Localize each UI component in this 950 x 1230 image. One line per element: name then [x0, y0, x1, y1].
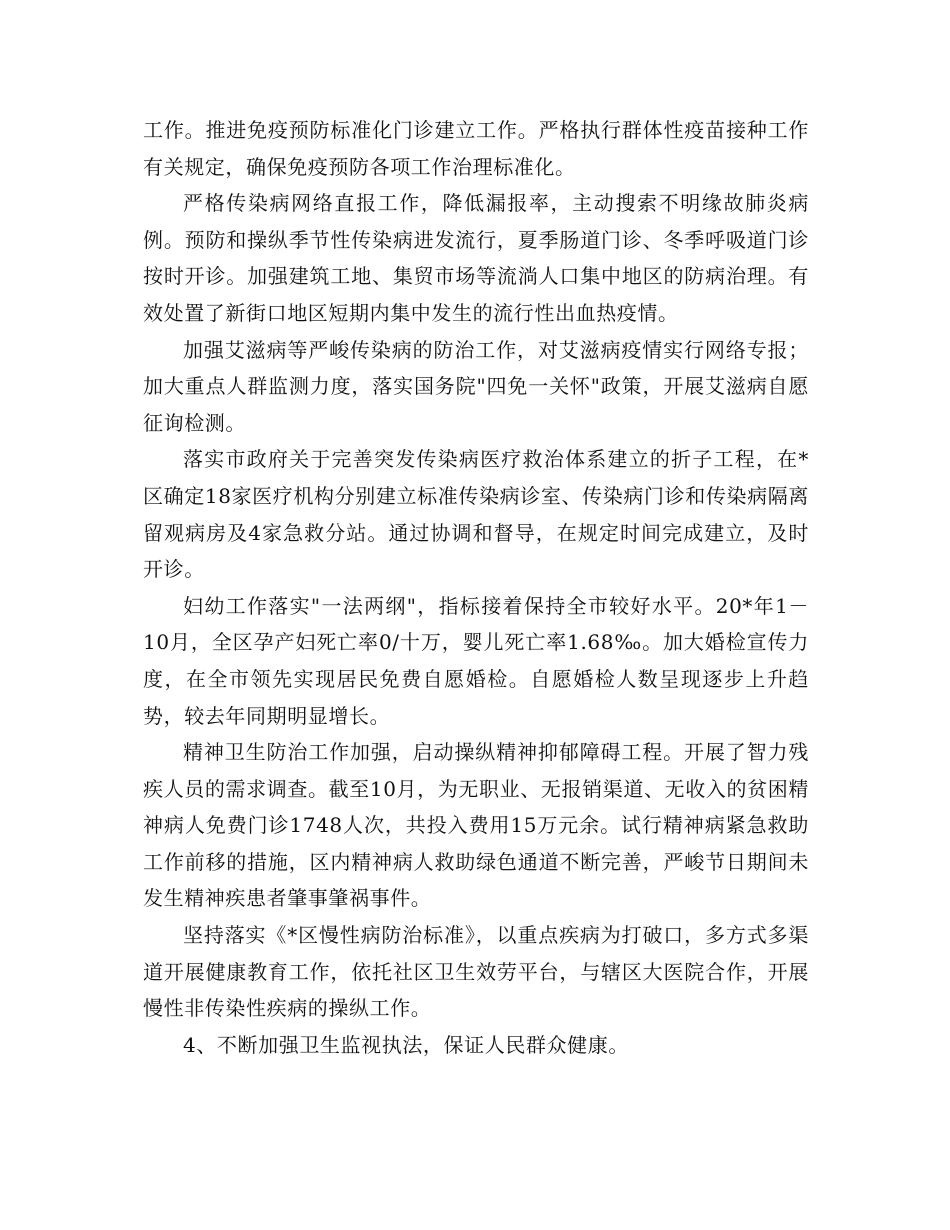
paragraph-medical-treatment-system: 落实市政府关于完善突发传染病医疗救治体系建立的折子工程，在*区确定18家医疗机构分别建立标准传染病诊室、传染病门诊和传染病隔离留观病房及4家急救分站。通过协调和督导，在规定时间完成建立，及时开诊。	[143, 447, 809, 582]
paragraph-health-supervision-heading: 4、不断加强卫生监视执法，保证人民群众健康。	[183, 1032, 629, 1057]
paragraph-chronic-disease: 坚持落实《*区慢性病防治标准》，以重点疾病为打破口，多方式多渠道开展健康教育工作，依托社区卫生效劳平台，与辖区大医院合作，开展慢性非传染性疾病的操纵工作。	[143, 923, 809, 1021]
paragraph-mental-health: 精神卫生防治工作加强，启动操纵精神抑郁障碍工程。开展了智力残疾人员的需求调查。截至10月，为无职业、无报销渠道、无收入的贫困精神病人免费门诊1748人次，共投入费用15万元余。试行精神病紧急救助工作前移的措施，区内精神病人救助绿色通道不断完善，严峻节日期间未发生精神疾患者肇事肇祸事件。	[143, 740, 809, 911]
paragraph-maternal-child-health: 妇幼工作落实"一法两纲"，指标接着保持全市较好水平。20*年1－10月，全区孕产妇死亡率0/十万，婴儿死亡率1.68‰。加大婚检宣传力度，在全市领先实现居民免费自愿婚检。自愿婚检人数呈现逐步上升趋势，较去年同期明显增长。	[143, 593, 809, 728]
document-body	[143, 112, 809, 1063]
paragraph-infectious-disease-reporting: 严格传染病网络直报工作，降低漏报率，主动搜索不明缘故肺炎病例。预防和操纵季节性传染病进发流行，夏季肠道门诊、冬季呼吸道门诊按时开诊。加强建筑工地、集贸市场等流淌人口集中地区的防病治理。有效处置了新街口地区短期内集中发生的流行性出血热疫情。	[143, 191, 809, 325]
paragraph-continuation: 工作。推进免疫预防标准化门诊建立工作。严格执行群体性疫苗接种工作有关规定，确保免疫预防各项工作治理标准化。	[143, 118, 809, 179]
paragraph-aids-prevention: 加强艾滋病等严峻传染病的防治工作，对艾滋病疫情实行网络专报；加大重点人群监测力度，落实国务院"四免一关怀"政策，开展艾滋病自愿征询检测。	[143, 337, 809, 435]
